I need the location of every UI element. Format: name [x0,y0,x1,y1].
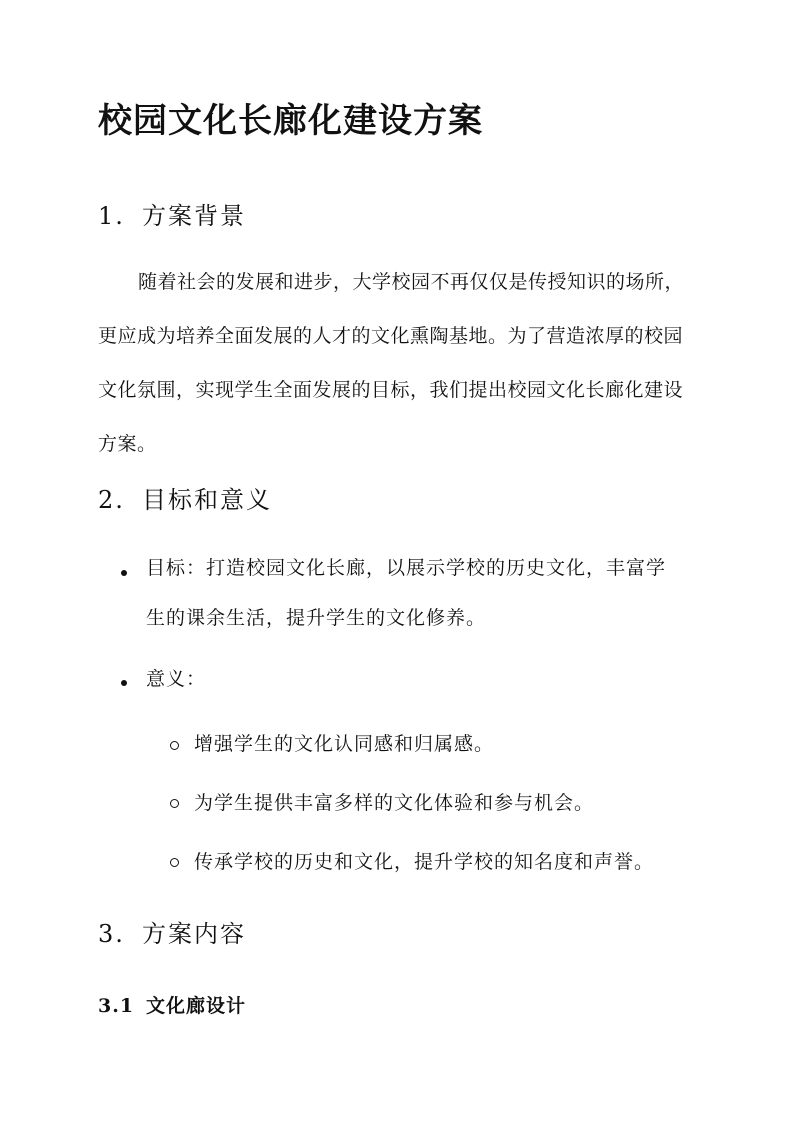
section-2-number: 2. [98,486,125,514]
section-3-title: 方案内容 [142,920,246,948]
section-1-heading [98,196,246,231]
section-2-heading [98,480,272,515]
significance-bullet [121,680,127,686]
significance-label: 意义： [146,668,207,690]
significance-sub-bullet [170,858,179,867]
section-3-number: 3. [98,920,125,948]
significance-item: 传承学校的历史和文化，提升学校的知名度和声誉。 [194,851,655,873]
subsection-3-1-heading [98,991,246,1018]
significance-sub-bullet [170,799,179,808]
goal-bullet [121,570,127,576]
significance-item: 为学生提供丰富多样的文化体验和参与机会。 [194,792,595,814]
section-3-heading [98,914,246,949]
goal-text-line-1: 目标：打造校园文化长廊，以展示学校的历史文化，丰富学 [146,557,667,579]
section-1-paragraph: 随着社会的发展和进步，大学校园不再仅仅是传授知识的场所，更应成为培养全面发展的人才的文化熏陶基地。为了营造浓厚的校园文化氛围，实现学生全面发展的目标，我们提出校园文化长廊化建设方案。 [98,271,685,455]
section-2-title: 目标和意义 [142,486,272,514]
section-1-number: 1. [98,202,125,230]
document-title: 校园文化长廊化建设方案 [98,101,483,141]
significance-sub-bullet [170,741,179,750]
goal-text-line-2: 生的课余生活，提升学生的文化修养。 [146,607,487,629]
significance-item: 增强学生的文化认同感和归属感。 [194,733,495,755]
subsection-3-1-number: 3.1 [98,995,135,1017]
section-1-title: 方案背景 [142,202,246,230]
subsection-3-1-title: 文化廊设计 [146,995,247,1017]
